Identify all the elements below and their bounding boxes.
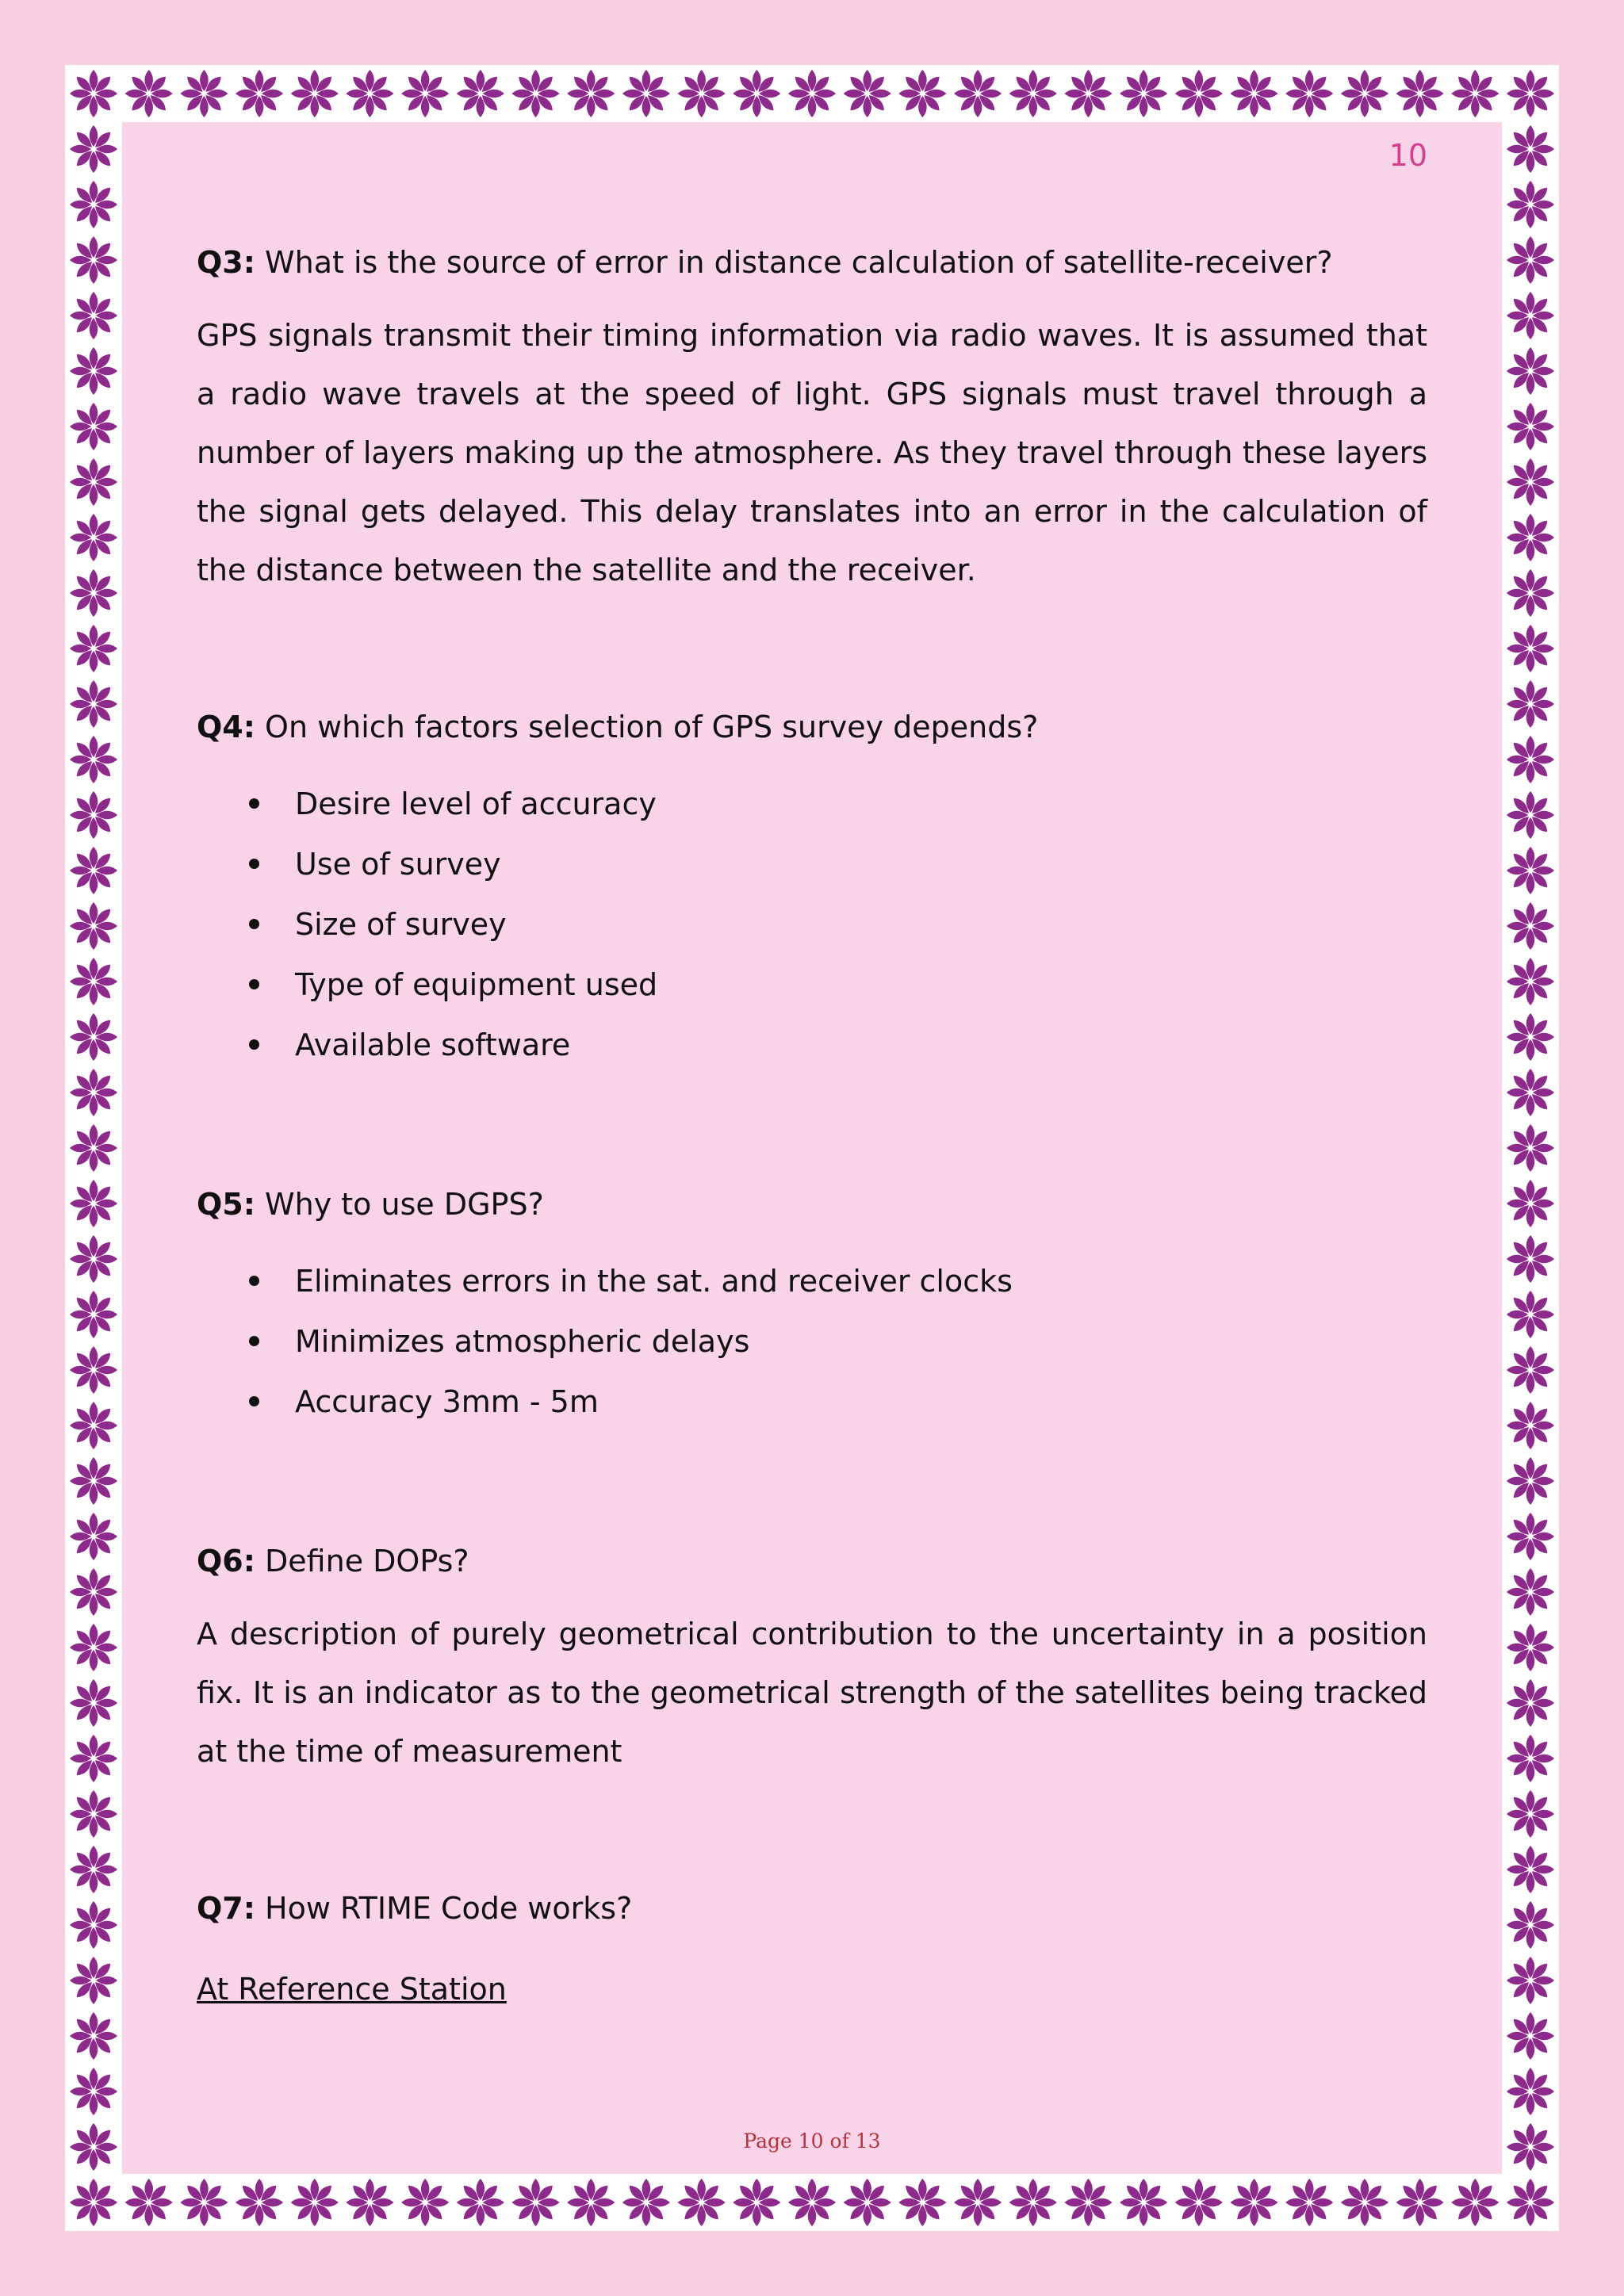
bullet-icon xyxy=(249,859,259,869)
question-label: Q7: xyxy=(197,1891,255,1926)
flower-icon xyxy=(1231,70,1278,117)
bullet-icon xyxy=(249,919,259,929)
flower-icon xyxy=(1175,2179,1223,2226)
flower-icon xyxy=(70,1013,117,1061)
flower-icon xyxy=(70,347,117,395)
flower-icon xyxy=(512,70,560,117)
flower-icon xyxy=(678,70,726,117)
question-text: Why to use DGPS? xyxy=(255,1187,544,1222)
flower-icon xyxy=(1507,1679,1554,1727)
bullet-icon xyxy=(249,798,259,809)
flower-icon xyxy=(70,2012,117,2060)
flower-icon xyxy=(70,902,117,950)
flower-icon xyxy=(1451,70,1499,117)
flower-icon xyxy=(1341,70,1388,117)
flower-icon xyxy=(70,2068,117,2115)
flower-icon xyxy=(70,236,117,284)
flower-icon xyxy=(125,2179,173,2226)
list-item: Available software xyxy=(197,1015,1427,1075)
flower-icon xyxy=(1507,1901,1554,1949)
flower-icon xyxy=(70,791,117,839)
flower-icon xyxy=(1341,2179,1388,2226)
flower-icon xyxy=(70,736,117,783)
flower-icon xyxy=(1231,2179,1278,2226)
bullet-icon xyxy=(249,979,259,989)
page-number: 10 xyxy=(1388,138,1427,173)
flower-icon xyxy=(291,70,339,117)
answer-q4-list xyxy=(197,774,1427,1075)
answer-q3: GPS signals transmit their timing information via radio waves. It is assumed that a radio wave travels at the speed of light. GPS signals must travel through a number of layers making up the atmosphere. As they travel through these layers the signal gets delayed. This delay translates into an error in the calculation of the distance between the satellite and the receiver. xyxy=(197,318,1427,587)
flower-icon xyxy=(1285,70,1333,117)
question-label: Q4: xyxy=(197,710,255,744)
flower-icon xyxy=(1507,2012,1554,2060)
flower-icon xyxy=(70,680,117,728)
flower-icon xyxy=(1507,625,1554,672)
flower-icon xyxy=(954,2179,1002,2226)
flower-icon xyxy=(1507,70,1554,117)
flower-icon xyxy=(70,1735,117,1782)
flower-icon xyxy=(1120,2179,1167,2226)
flower-icon xyxy=(1507,958,1554,1005)
question-text: What is the source of error in distance calculation of satellite-receiver? xyxy=(255,245,1333,280)
question-q4 xyxy=(197,699,1427,755)
flower-icon xyxy=(70,1846,117,1893)
list-item: Desire level of accuracy xyxy=(197,774,1427,834)
flower-icon xyxy=(291,2179,339,2226)
flower-icon xyxy=(898,2179,946,2226)
flower-icon xyxy=(401,2179,449,2226)
flower-icon xyxy=(70,403,117,450)
flower-icon xyxy=(70,1291,117,1338)
flower-icon xyxy=(70,1513,117,1560)
flower-icon xyxy=(1507,181,1554,228)
flower-icon xyxy=(1396,2179,1444,2226)
flower-icon xyxy=(1507,2179,1554,2226)
question-text: On which factors selection of GPS survey depends? xyxy=(255,710,1039,744)
bullet-icon xyxy=(249,1276,259,1286)
flower-icon xyxy=(1064,2179,1112,2226)
flower-icon xyxy=(1507,1790,1554,1838)
flower-icon xyxy=(898,70,946,117)
question-label: Q6: xyxy=(197,1544,255,1578)
flower-icon xyxy=(1507,125,1554,173)
flower-icon xyxy=(70,1069,117,1116)
flower-icon xyxy=(70,1624,117,1671)
flower-icon xyxy=(567,70,615,117)
flower-icon xyxy=(70,1346,117,1394)
flower-icon xyxy=(1507,1346,1554,1394)
flower-icon xyxy=(70,1568,117,1616)
flower-icon xyxy=(1120,70,1167,117)
flower-icon xyxy=(70,1402,117,1449)
flower-icon xyxy=(844,70,891,117)
flower-icon xyxy=(401,70,449,117)
flower-icon xyxy=(70,958,117,1005)
question-q5 xyxy=(197,1177,1427,1232)
bullet-icon xyxy=(249,1396,259,1406)
flower-icon xyxy=(1507,458,1554,506)
page-footer: Page 10 of 13 xyxy=(743,2130,881,2152)
question-label: Q5: xyxy=(197,1187,255,1222)
flower-icon xyxy=(70,125,117,173)
flower-icon xyxy=(1507,236,1554,284)
flower-icon xyxy=(1009,70,1057,117)
flower-icon xyxy=(1507,1957,1554,2004)
flower-icon xyxy=(622,70,670,117)
flower-icon xyxy=(236,2179,283,2226)
flower-icon xyxy=(70,847,117,894)
flower-icon xyxy=(622,2179,670,2226)
flower-icon xyxy=(70,1679,117,1727)
flower-icon xyxy=(1507,1235,1554,1283)
flower-icon xyxy=(70,1124,117,1172)
flower-icon xyxy=(1507,1069,1554,1116)
flower-icon xyxy=(1507,847,1554,894)
flower-icon xyxy=(70,1957,117,2004)
flower-icon xyxy=(70,181,117,228)
flower-icon xyxy=(1064,70,1112,117)
question-label: Q3: xyxy=(197,245,255,280)
flower-icon xyxy=(70,292,117,339)
question-q7 xyxy=(197,1881,1427,1936)
flower-icon xyxy=(346,2179,393,2226)
flower-icon xyxy=(788,2179,836,2226)
flower-icon xyxy=(236,70,283,117)
flower-icon xyxy=(1507,2068,1554,2115)
flower-icon xyxy=(457,70,504,117)
flower-icon xyxy=(1507,569,1554,617)
flower-icon xyxy=(1507,1180,1554,1227)
flower-icon xyxy=(1451,2179,1499,2226)
flower-icon xyxy=(1507,902,1554,950)
answer-q5-list xyxy=(197,1251,1427,1432)
flower-icon xyxy=(70,458,117,506)
flower-icon xyxy=(1507,1013,1554,1061)
flower-icon xyxy=(70,1457,117,1505)
flower-icon xyxy=(125,70,173,117)
flower-icon xyxy=(1507,292,1554,339)
flower-icon xyxy=(70,1180,117,1227)
document-content xyxy=(197,235,1427,2017)
flower-icon xyxy=(1507,347,1554,395)
flower-icon xyxy=(1507,1846,1554,1893)
flower-icon xyxy=(1507,1513,1554,1560)
flower-icon xyxy=(70,569,117,617)
flower-icon xyxy=(180,70,228,117)
flower-icon xyxy=(1507,1568,1554,1616)
flower-icon xyxy=(70,1235,117,1283)
flower-icon xyxy=(1507,680,1554,728)
flower-icon xyxy=(70,70,117,117)
flower-icon xyxy=(1285,2179,1333,2226)
flower-icon xyxy=(1507,1124,1554,1172)
flower-icon xyxy=(1507,736,1554,783)
flower-icon xyxy=(1396,70,1444,117)
flower-icon xyxy=(70,1901,117,1949)
flower-icon xyxy=(70,2179,117,2226)
flower-icon xyxy=(733,2179,780,2226)
bullet-icon xyxy=(249,1336,259,1346)
flower-icon xyxy=(567,2179,615,2226)
bullet-icon xyxy=(249,1039,259,1050)
flower-icon xyxy=(70,1790,117,1838)
flower-icon xyxy=(1507,1735,1554,1782)
flower-icon xyxy=(1507,1457,1554,1505)
flower-icon xyxy=(733,70,780,117)
list-item: Accuracy 3mm - 5m xyxy=(197,1372,1427,1432)
subheading-reference-station: At Reference Station xyxy=(197,1972,507,2007)
question-q6 xyxy=(197,1533,1427,1589)
flower-icon xyxy=(1009,2179,1057,2226)
list-item: Type of equipment used xyxy=(197,955,1427,1015)
flower-icon xyxy=(70,625,117,672)
question-q3 xyxy=(197,235,1427,290)
flower-icon xyxy=(844,2179,891,2226)
answer-q6: A description of purely geometrical contribution to the uncertainty in a position fix. It is an indicator as to the geometrical strength of the satellites being tracked at the time of measurement xyxy=(197,1617,1427,1769)
flower-icon xyxy=(678,2179,726,2226)
question-text: How RTIME Code works? xyxy=(255,1891,633,1926)
flower-icon xyxy=(180,2179,228,2226)
flower-icon xyxy=(1507,1624,1554,1671)
list-item: Minimizes atmospheric delays xyxy=(197,1311,1427,1372)
flower-icon xyxy=(512,2179,560,2226)
flower-icon xyxy=(954,70,1002,117)
list-item: Size of survey xyxy=(197,894,1427,955)
list-item: Eliminates errors in the sat. and receiver clocks xyxy=(197,1251,1427,1311)
flower-icon xyxy=(1507,1402,1554,1449)
flower-icon xyxy=(1175,70,1223,117)
flower-icon xyxy=(70,514,117,561)
flower-icon xyxy=(788,70,836,117)
question-text: Define DOPs? xyxy=(255,1544,469,1578)
flower-icon xyxy=(346,70,393,117)
flower-icon xyxy=(1507,791,1554,839)
list-item: Use of survey xyxy=(197,834,1427,894)
flower-icon xyxy=(1507,403,1554,450)
flower-icon xyxy=(1507,1291,1554,1338)
flower-icon xyxy=(1507,514,1554,561)
flower-icon xyxy=(457,2179,504,2226)
